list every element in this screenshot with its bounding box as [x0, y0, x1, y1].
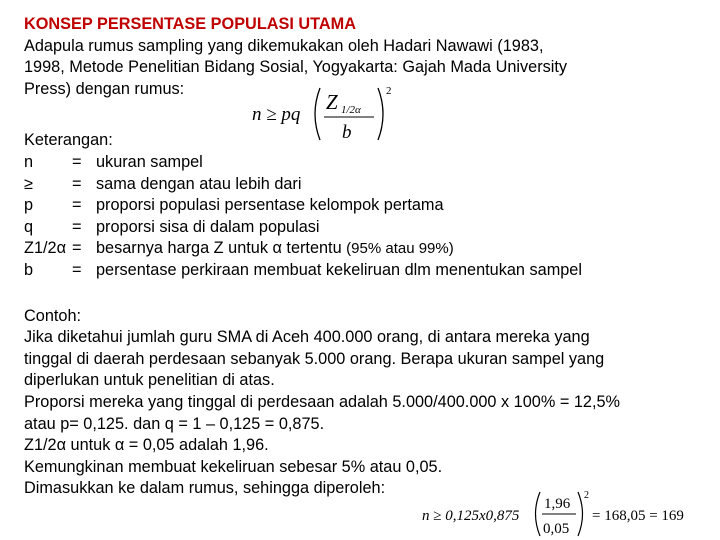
formula2-result: = 168,05 = 169 — [592, 508, 684, 524]
keterangan-row — [24, 174, 704, 196]
keterangan-symbol: b — [24, 260, 34, 279]
keterangan-symbol: Z1/2α — [24, 239, 66, 258]
formula2-numerator: 1,96 — [544, 496, 571, 512]
contoh-heading: Contoh: — [24, 306, 82, 325]
equals-sign: = — [72, 174, 82, 193]
equals-sign: = — [72, 260, 82, 279]
formula-numerator: Z — [326, 90, 338, 114]
sample-size-formula — [250, 82, 400, 146]
formula2-denominator: 0,05 — [543, 521, 570, 537]
keterangan-symbol: n — [24, 152, 34, 171]
formula2-lhs: n ≥ 0,125x0,875 — [422, 508, 520, 524]
keterangan-description: ukuran sampel — [96, 152, 203, 171]
keterangan-heading: Keterangan: — [24, 131, 113, 150]
keterangan-description: besarnya harga Z untuk α tertentu — [96, 239, 342, 258]
formula-denominator: b — [342, 122, 352, 143]
contoh-line: Kemungkinan membuat kekeliruan sebesar 5% atau 0,05. — [24, 457, 443, 476]
keterangan-symbol: p — [24, 196, 34, 215]
formula-exponent: 2 — [386, 85, 392, 97]
contoh-line: Jika diketahui jumlah guru SMA di Aceh 400.000 orang, di antara mereka yang — [24, 328, 590, 347]
contoh-line: atau p= 0,125. dan q = 1 – 0,125 = 0,875. — [24, 414, 325, 433]
left-paren — [536, 492, 541, 536]
right-paren — [378, 88, 383, 140]
equals-sign: = — [72, 196, 82, 215]
keterangan-description: proporsi populasi persentase kelompok pertama — [96, 196, 444, 215]
keterangan-description: persentase perkiraan membuat kekeliruan dlm menentukan sampel — [96, 260, 582, 279]
keterangan-row — [24, 260, 704, 282]
computed-sample-formula — [420, 488, 700, 540]
keterangan-row — [24, 195, 704, 217]
contoh-line: diperlukan untuk penelitian di atas. — [24, 371, 275, 390]
keterangan-row — [24, 152, 704, 174]
keterangan-row — [24, 217, 704, 239]
equals-sign: = — [72, 239, 82, 258]
right-paren — [578, 492, 583, 536]
keterangan-description: proporsi sisa di dalam populasi — [96, 217, 320, 236]
equals-sign: = — [72, 217, 82, 236]
keterangan-symbol: ≥ — [24, 174, 33, 193]
formula2-exponent: 2 — [584, 490, 589, 501]
contoh-line: tinggal di daerah perdesaan sebanyak 5.000 orang. Berapa ukuran sampel yang — [24, 349, 605, 368]
equals-sign: = — [72, 152, 82, 171]
keterangan-description: sama dengan atau lebih dari — [96, 174, 302, 193]
keterangan-row — [24, 238, 704, 260]
left-paren — [315, 88, 320, 140]
contoh-line: Dimasukkan ke dalam rumus, sehingga diperoleh: — [24, 479, 386, 498]
page-title: KONSEP PERSENTASE POPULASI UTAMA — [24, 15, 356, 33]
contoh-line: Proporsi mereka yang tinggal di perdesaan adalah 5.000/400.000 x 100% = 12,5% — [24, 392, 621, 411]
keterangan-description-note: (95% atau 99%) — [346, 240, 454, 258]
intro-line-2: 1998, Metode Penelitian Bidang Sosial, Yogyakarta: Gajah Mada University — [24, 58, 568, 77]
intro-line-1: Adapula rumus sampling yang dikemukakan oleh Hadari Nawawi (1983, — [24, 36, 544, 55]
keterangan-symbol: q — [24, 217, 34, 236]
formula-subscript: 1/2α — [341, 104, 361, 116]
contoh-line: Z1/2α untuk α = 0,05 adalah 1,96. — [24, 436, 269, 455]
formula-lhs: n ≥ pq — [252, 104, 301, 125]
intro-line-3: Press) dengan rumus: — [24, 79, 185, 98]
